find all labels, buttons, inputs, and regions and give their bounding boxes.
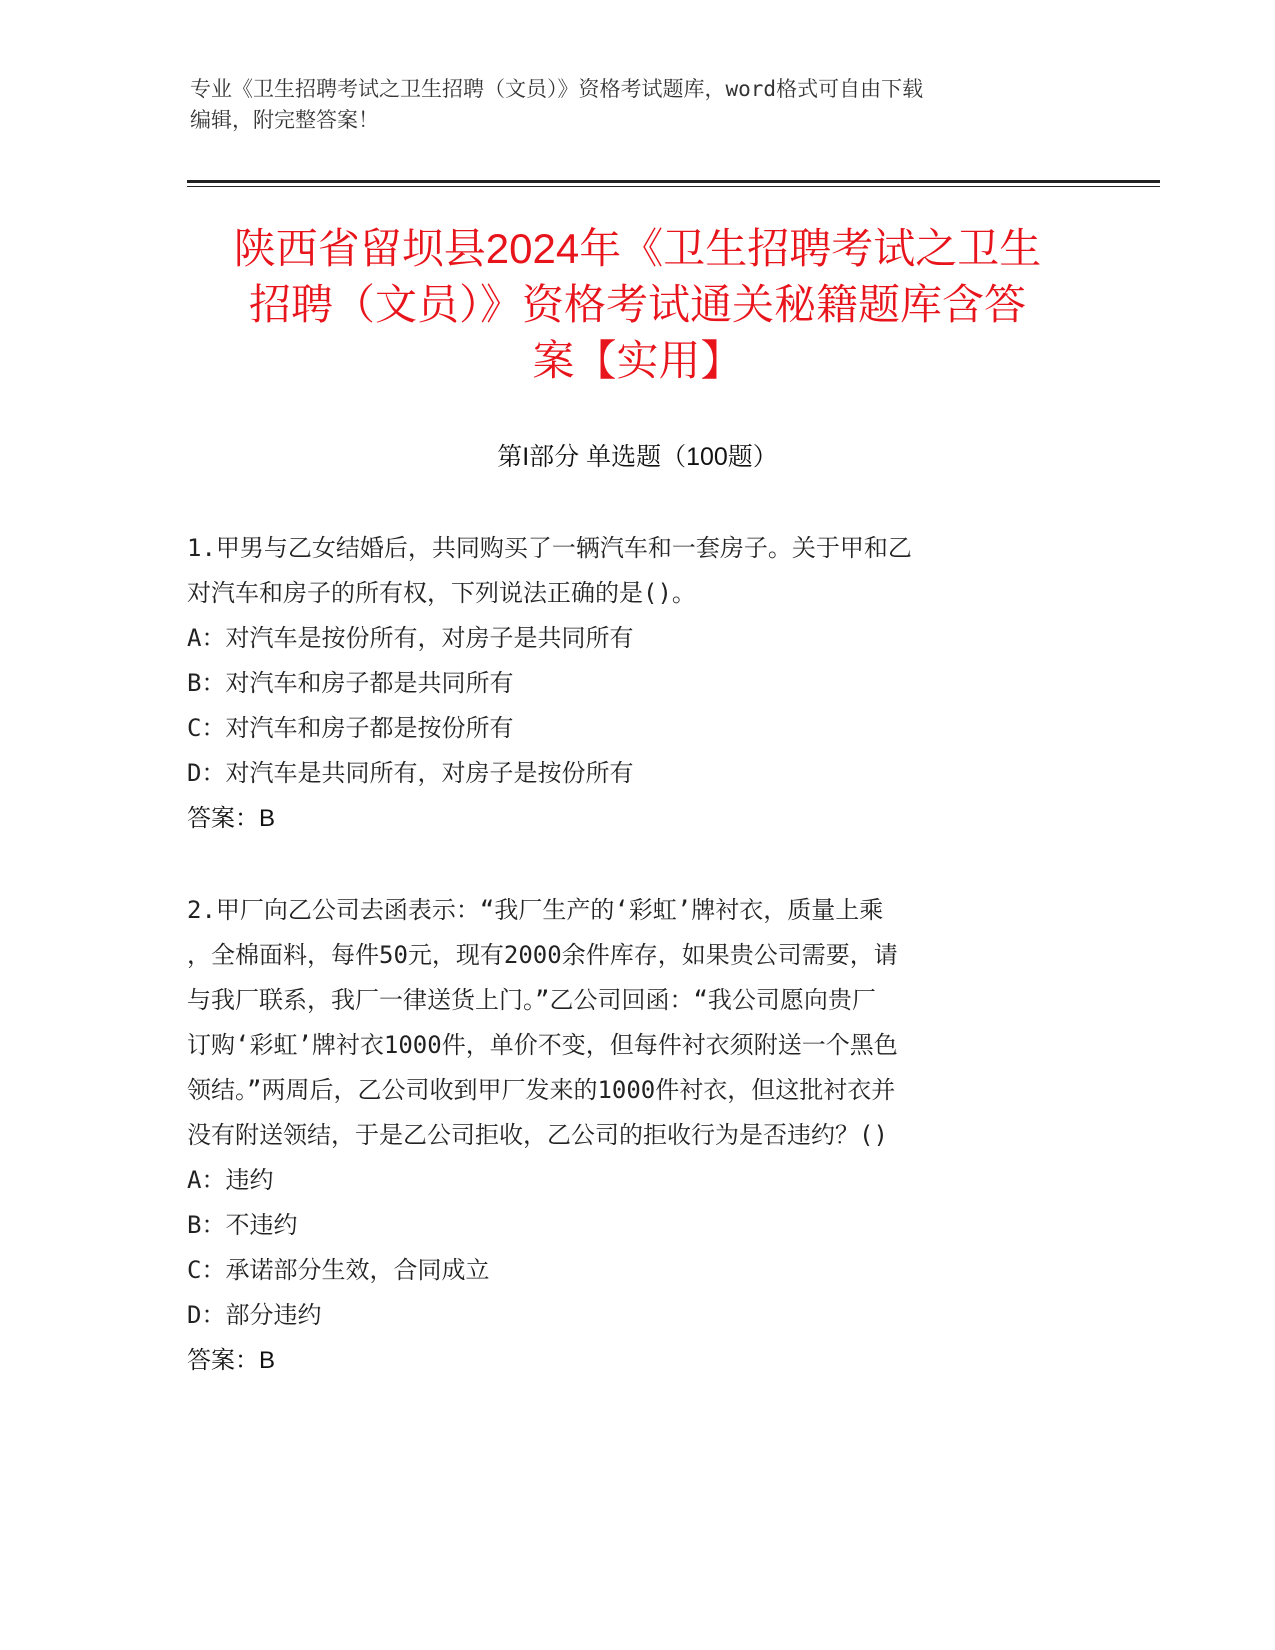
option-a: A：违约 <box>187 1166 274 1194</box>
question-stem-line: 1.甲男与乙女结婚后，共同购买了一辆汽车和一套房子。关于甲和乙 <box>187 534 912 562</box>
header-note <box>190 74 1090 136</box>
question-stem-line: ，全棉面料，每件50元，现有2000余件库存，如果贵公司需要，请 <box>187 941 898 969</box>
question-stem-line: 对汽车和房子的所有权，下列说法正确的是()。 <box>187 579 696 607</box>
option-d: D：对汽车是共同所有，对房子是按份所有 <box>187 759 634 787</box>
option-b: B：对汽车和房子都是共同所有 <box>187 669 514 697</box>
document-title-line-1: 陕西省留坝县2024年《卫生招聘考试之卫生 <box>233 225 1042 272</box>
answer-label: 答案：B <box>187 1347 276 1374</box>
document-title-line-3: 案【实用】 <box>532 337 743 384</box>
section-heading: 第I部分 单选题（100题） <box>497 443 778 471</box>
option-d: D：部分违约 <box>187 1301 322 1329</box>
question-1 <box>187 526 1087 841</box>
document-title-line-2: 招聘（文员）》资格考试通关秘籍题库含答 <box>248 281 1026 328</box>
header-note-line-1: 专业《卫生招聘考试之卫生招聘（文员）》资格考试题库，word格式可自由下载 <box>190 77 924 101</box>
question-stem-line: 领结。”两周后，乙公司收到甲厂发来的1000件衬衣，但这批衬衣并 <box>187 1076 896 1104</box>
header-divider-thick <box>187 180 1160 183</box>
option-b: B：不违约 <box>187 1211 298 1239</box>
option-c: C：承诺部分生效，合同成立 <box>187 1256 490 1284</box>
header-note-line-2: 编辑，附完整答案！ <box>190 108 379 132</box>
header-divider-thin <box>187 186 1160 187</box>
question-stem-line: 与我厂联系，我厂一律送货上门。”乙公司回函：“我公司愿向贵厂 <box>187 986 876 1014</box>
document-title <box>150 221 1125 389</box>
question-stem-line: 订购‘彩虹’牌衬衣1000件，单价不变，但每件衬衣须附送一个黑色 <box>187 1031 898 1059</box>
option-a: A：对汽车是按份所有，对房子是共同所有 <box>187 624 634 652</box>
question-stem-line: 2.甲厂向乙公司去函表示：“我厂生产的‘彩虹’牌衬衣，质量上乘 <box>187 896 884 924</box>
answer-label: 答案：B <box>187 805 276 832</box>
question-stem-line: 没有附送领结，于是乙公司拒收，乙公司的拒收行为是否违约？() <box>187 1121 888 1149</box>
option-c: C：对汽车和房子都是按份所有 <box>187 714 514 742</box>
question-2 <box>187 888 1087 1383</box>
